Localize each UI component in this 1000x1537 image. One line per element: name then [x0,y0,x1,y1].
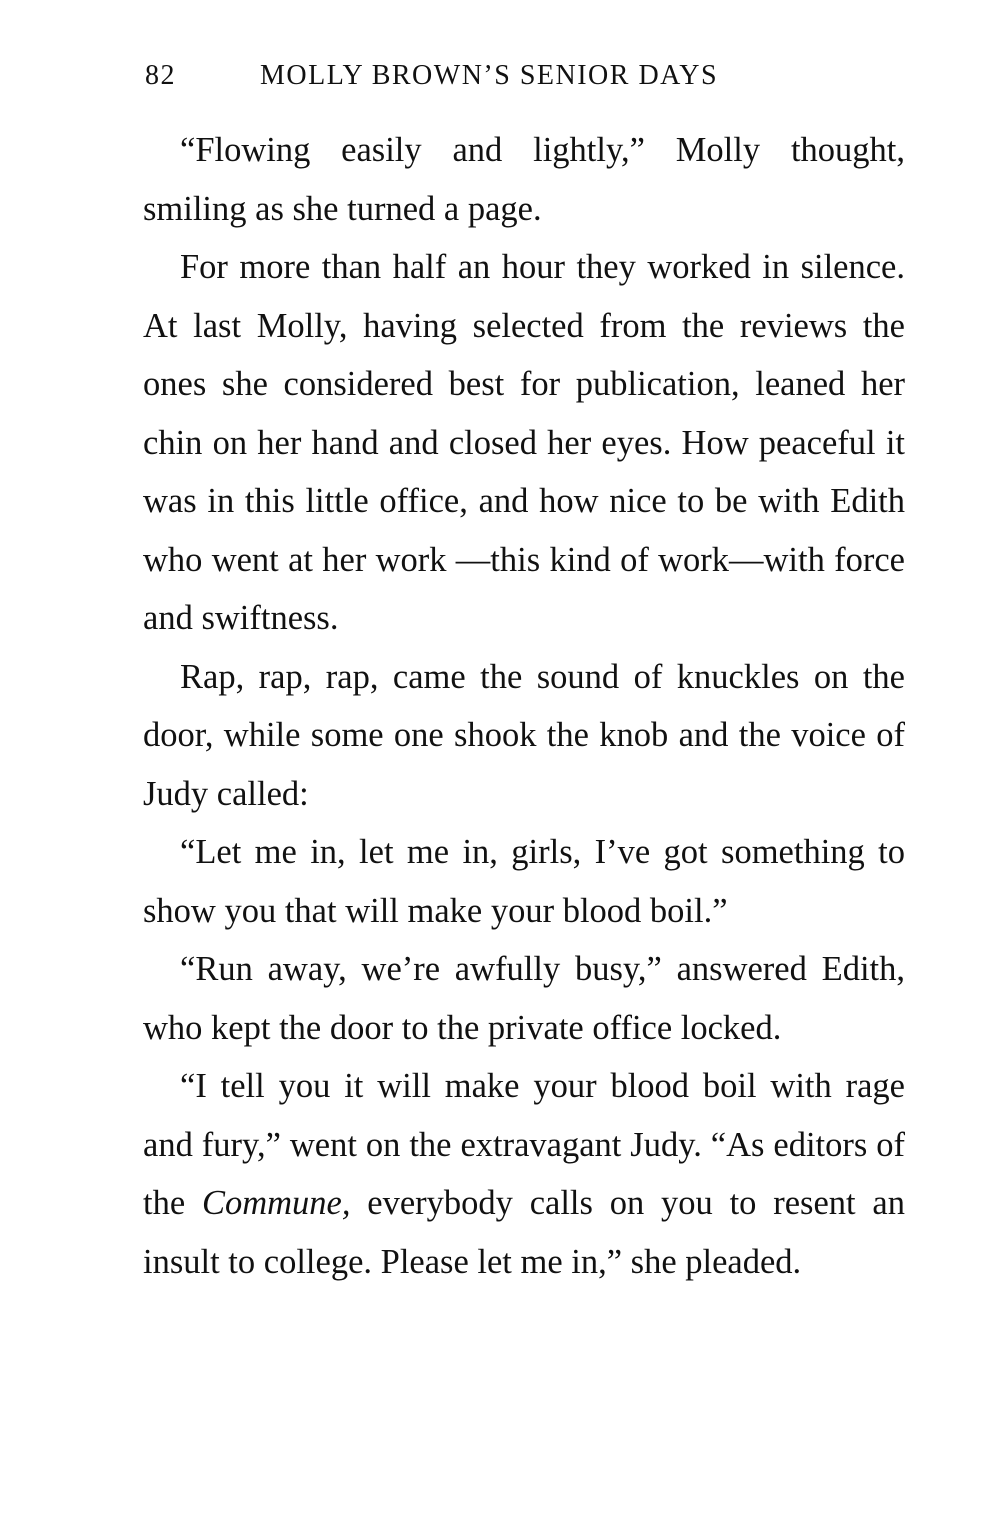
paragraph [143,648,905,824]
paragraph-text-after: everybody calls on you to resent an insult to college. Please let me in,” she pleaded. [143,1184,905,1281]
paragraph [143,823,905,940]
running-header [145,60,805,104]
italic-title: Commune, [201,1184,351,1222]
running-title: MOLLY BROWN’S SENIOR DAYS [260,60,719,91]
paragraph-text-before: “I tell you it will make your blood boil with rage and fury,” went on the extravagant Judy. “As editors of the [143,1067,905,1222]
paragraph [143,121,905,238]
paragraph-text: Rap, rap, rap, came the sound of knuckles on the door, while some one shook the knob and the voice of Judy called: [143,657,905,813]
paragraph-text: “Run away, we’re awfully busy,” answered Edith, who kept the door to the private office locked. [143,950,905,1047]
paragraph-text: For more than half an hour they worked in silence. At last Molly, having selected from the reviews the ones she considered best for publication, leaned her chin on her hand and closed her eyes. How peaceful it was in this little office, and how nice to be with Edith who went at her work —this kind of work—with force and swiftness. [143,248,905,637]
paragraph [143,1057,905,1291]
page-number: 82 [145,60,176,91]
paragraph-text: “Let me in, let me in, girls, I’ve got something to show you that will make your blood boil.” [143,833,905,930]
paragraph-text: “Flowing easily and lightly,” Molly thought, smiling as she turned a page. [143,131,905,228]
paragraph [143,940,905,1057]
paragraph [143,238,905,648]
page-body [143,121,905,1291]
